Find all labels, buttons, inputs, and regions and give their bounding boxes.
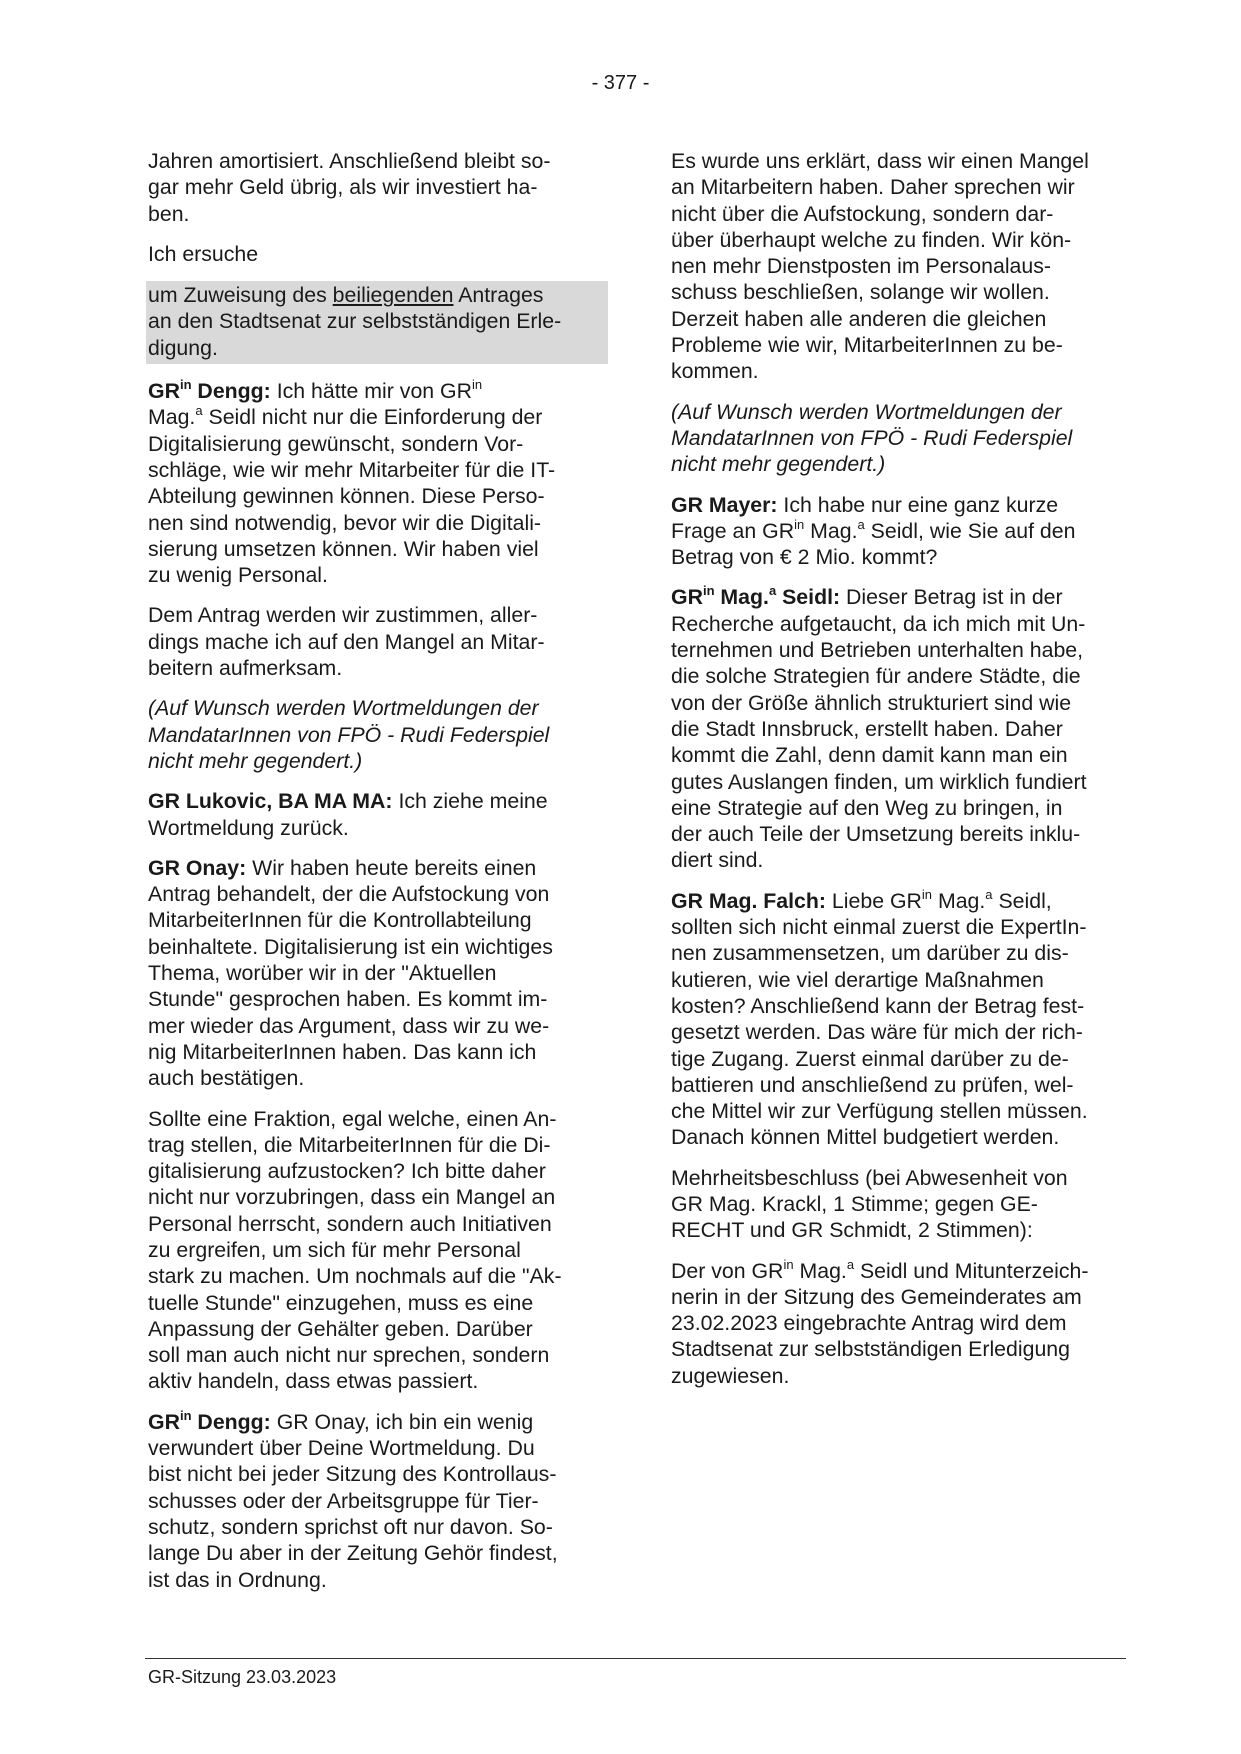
speaker-label: $GR^{in}$ Mag.$^a$ Seidl: xyxy=(671,583,841,610)
vote-result: Mehrheitsbeschluss (bei Abwesenheit von GR Mag. Krackl, 1 Stimme; gegen GE- RECHT und GR Schmidt, 2 Stimmen): xyxy=(671,1165,1068,1243)
paragraph: Jahren amortisiert. Anschließend bleibt so- gar mehr Geld übrig, als wir investiert ha- ben. xyxy=(148,149,551,226)
right-column xyxy=(671,148,1126,1403)
speaker-label: GR Mag. Falch: xyxy=(671,888,827,913)
speech-falch: GR Mag. Falch: Liebe $GR^{in}$ Mag.$^a$ Seidl, sollten sich nicht einmal zuerst die ExpertIn- nen zusammensetzen, um darüber zu dis- kutieren, wie viel derartige Maßnahmen kosten? Anschließend kann der Betrag fest- gesetzt werden. Das wäre für mich der rich- tige Zugang. Zuerst einmal darüber zu de- battieren und anschließend zu prüfen, wel- che Mittel wir zur Verfügung stellen müssen. Danach können Mittel budgetiert werden. xyxy=(671,886,1088,1150)
paragraph-request: Ich ersuche xyxy=(148,241,259,266)
page-number: - 377 - xyxy=(591,72,650,94)
speaker-label: GR Mayer: xyxy=(671,492,778,517)
speaker-label: GR Lukovic, BA MA MA: xyxy=(148,789,393,814)
speaker-label: $GR^{in}$ Dengg: xyxy=(148,377,271,404)
speech-onay: GR Onay: Wir haben heute bereits einen Antrag behandelt, der die Aufstockung von MitarbeiterInnen für die Kontrollabteilung beinhaltete. Digitalisierung ist ein wichtiges Thema, worüber wir in der "Aktuellen Stunde" gesprochen haben. Es kommt im- mer wieder das Argument, dass wir zu we- nig MitarbeiterInnen haben. Das kann ich auch bestätigen. xyxy=(148,855,553,1091)
footer-session-date: GR-Sitzung 23.03.2023 xyxy=(148,1667,337,1687)
resolution: Der von $GR^{in}$ Mag.$^a$ Seidl und Mitunterzeich- nerin in der Sitzung des Gemeinderates am 23.02.2023 eingebrachte Antrag wird dem Stadtsenat zur selbstständigen Erledigung zugewiesen. xyxy=(671,1256,1089,1388)
left-column xyxy=(148,148,600,1607)
speech-dengg-1: $GR^{in}$ Dengg: Ich hätte mir von $GR^{in}$ Mag.$^a$ Seidl nicht nur die Einforderung der Digitalisierung gewünscht, sondern Vor- schläge, wie wir mehr Mitarbeiter für die IT- Abteilung gewinnen können. Diese Perso- nen sind notwendig, bevor wir die Digitali- sierung umsetzen können. Wir haben viel zu wenig Personal. xyxy=(148,377,556,588)
paragraph: Es wurde uns erklärt, dass wir einen Mangel an Mitarbeitern haben. Daher sprechen wir nicht über die Aufstockung, sondern dar- über überhaupt welche zu finden. Wir kön- nen mehr Dienstposten im Personalaus- schuss beschließen, solange wir wollen. Derzeit haben alle anderen die gleichen Probleme wie wir, MitarbeiterInnen zu be- kommen. xyxy=(671,149,1089,384)
paragraph: Sollte eine Fraktion, egal welche, einen An- trag stellen, die MitarbeiterInnen für die Di- gitalisierung aufzustocken? Ich bitte daher nicht nur vorzubringen, dass ein Mangel an Personal herrscht, sondern auch Initiativen zu ergreifen, um sich für mehr Personal stark zu machen. Um nochmals auf die "Ak- tuelle Stunde" einzugehen, muss es eine Anpassung der Gehälter geben. Darüber soll man auch nicht nur sprechen, sondern aktiv handeln, dass etwas passiert. xyxy=(148,1106,562,1394)
speech-mayer: GR Mayer: Ich habe nur eine ganz kurze Frage an $GR^{in}$ Mag.$^a$ Seidl, wie Sie auf den Betrag von € 2 Mio. kommt? xyxy=(671,492,1076,570)
speaker-label: GR Onay: xyxy=(148,855,247,880)
speaker-label: $GR^{in}$ Dengg: xyxy=(148,1407,271,1434)
underlined-word: beiliegenden xyxy=(332,283,454,308)
gender-note: (Auf Wunsch werden Wortmeldungen der MandatarInnen von FPÖ - Rudi Federspiel nicht mehr gegendert.) xyxy=(671,399,1073,477)
footer-divider xyxy=(145,1658,1126,1659)
paragraph: Dem Antrag werden wir zustimmen, aller- dings mache ich auf den Mangel an Mitar- beitern aufmerksam. xyxy=(148,603,545,681)
highlighted-motion: um Zuweisung des beiliegenden Antrages an den Stadtsenat zur selbstständigen Erle- digung. xyxy=(146,281,608,364)
speech-lukovic: GR Lukovic, BA MA MA: Ich ziehe meine Wortmeldung zurück. xyxy=(148,789,548,840)
speech-dengg-2: $GR^{in}$ Dengg: GR Onay, ich bin ein wenig verwundert über Deine Wortmeldung. Du bist nicht bei jeder Sitzung des Kontrollaus- schusses oder der Arbeitsgruppe für Tier- schutz, sondern sprichst oft nur davon. So- lange Du aber in der Zeitung Gehör findest, ist das in Ordnung. xyxy=(148,1407,558,1592)
speech-seidl: $GR^{in}$ Mag.$^a$ Seidl: Dieser Betrag ist in der Recherche aufgetaucht, da ich mich mit Un- ternehmen und Betrieben unterhalten habe, die solche Strategien für andere Städte, die von der Größe ähnlich strukturiert sind wie die Stadt Innsbruck, erstellt haben. Daher kommt die Zahl, denn damit kann man ein gutes Auslangen finden, um wirklich fundiert eine Strategie auf den Weg zu bringen, in der auch Teile der Umsetzung bereits inklu- diert sind. xyxy=(671,583,1087,873)
gender-note: (Auf Wunsch werden Wortmeldungen der MandatarInnen von FPÖ - Rudi Federspiel nicht mehr gegendert.) xyxy=(148,696,550,773)
